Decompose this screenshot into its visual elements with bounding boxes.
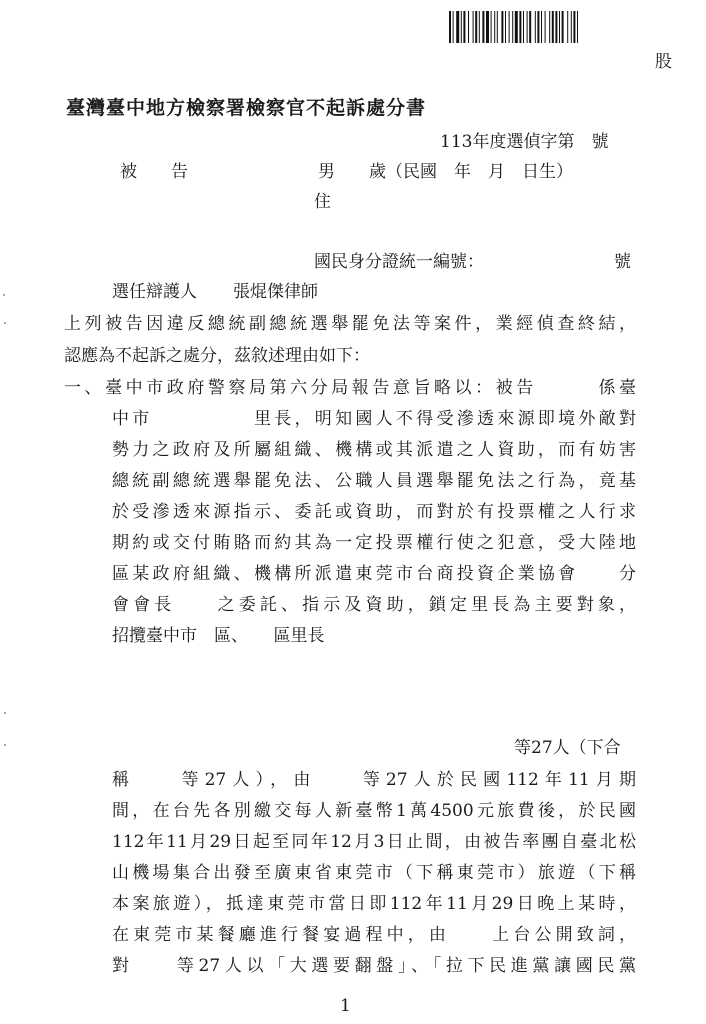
- section-one-line: 會會長 之委託、指示及資助，鎖定里長為主要對象，: [112, 595, 636, 615]
- continued-line: 112年11月29日起至同年12月3日止間，由被告率團自臺北松: [112, 832, 636, 852]
- page-number: 1: [340, 996, 351, 1016]
- scan-speck: [3, 294, 5, 296]
- barcode-icon: [447, 10, 673, 44]
- counsel-label: 選任辯護人: [112, 282, 197, 302]
- counsel-name: 張焜傑律師: [233, 282, 318, 302]
- continued-line: 間，在台先各別繳交每人新臺幣1萬4500元旅費後，於民國: [112, 801, 636, 821]
- continued-line: 等27人（下合: [514, 738, 621, 758]
- section-mark: 股: [655, 52, 672, 72]
- continued-line: 稱 等27人），由 等27人於民國112年11月期: [112, 770, 636, 790]
- section-one-line: 招攬臺中市 區、 區里長: [112, 626, 325, 646]
- section-one-line: 總統副總統選舉罷免法、公職人員選舉罷免法之行為，竟基: [112, 471, 636, 491]
- intro-line: 上列被告因違反總統副總統選舉罷免法等案件，業經偵查終結，: [64, 314, 636, 334]
- intro-line: 認應為不起訴之處分，茲敘述理由如下：: [64, 346, 370, 366]
- section-one-line: 中市 里長，明知國人不得受滲透來源即境外敵對: [112, 409, 636, 429]
- section-one-line: 一、臺中市政府警察局第六分局報告意旨略以：被告 係臺: [64, 378, 636, 398]
- section-one-line: 區某政府組織、機構所派遣東莞市台商投資企業協會 分: [112, 564, 636, 584]
- id-label: 國民身分證統一編號：: [314, 252, 484, 272]
- continued-line: 本案旅遊），抵達東莞市當日即112年11月29日晚上某時，: [112, 894, 636, 914]
- address-label: 住: [314, 192, 331, 212]
- continued-line: 在東莞市某餐廳進行餐宴過程中，由 上台公開致詞，: [112, 925, 636, 945]
- section-one-line: 期約或交付賄賂而約其為一定投票權行使之犯意，受大陸地: [112, 533, 636, 553]
- scan-speck: [4, 322, 6, 324]
- section-one-line: 於受滲透來源指示、委託或資助，而對於有投票權之人行求: [112, 502, 636, 522]
- defendant-label: 被 告: [120, 162, 188, 182]
- defendant-info: 男 歲（民國 年 月 日生）: [318, 162, 573, 182]
- continued-line: 山機場集合出發至廣東省東莞市（下稱東莞市）旅遊（下稱: [112, 863, 636, 883]
- scan-speck: [4, 744, 6, 746]
- continued-line: 對 等27人以「大選要翻盤」、「拉下民進黨讓國民黨: [112, 956, 636, 976]
- scan-speck: [4, 712, 6, 714]
- id-suffix: 號: [614, 252, 631, 272]
- document-title: 臺灣臺中地方檢察署檢察官不起訴處分書: [66, 97, 427, 119]
- case-number: 113年度選偵字第 號: [440, 132, 609, 152]
- section-one-line: 勢力之政府及所屬組織、機構或其派遣之人資助，而有妨害: [112, 440, 636, 460]
